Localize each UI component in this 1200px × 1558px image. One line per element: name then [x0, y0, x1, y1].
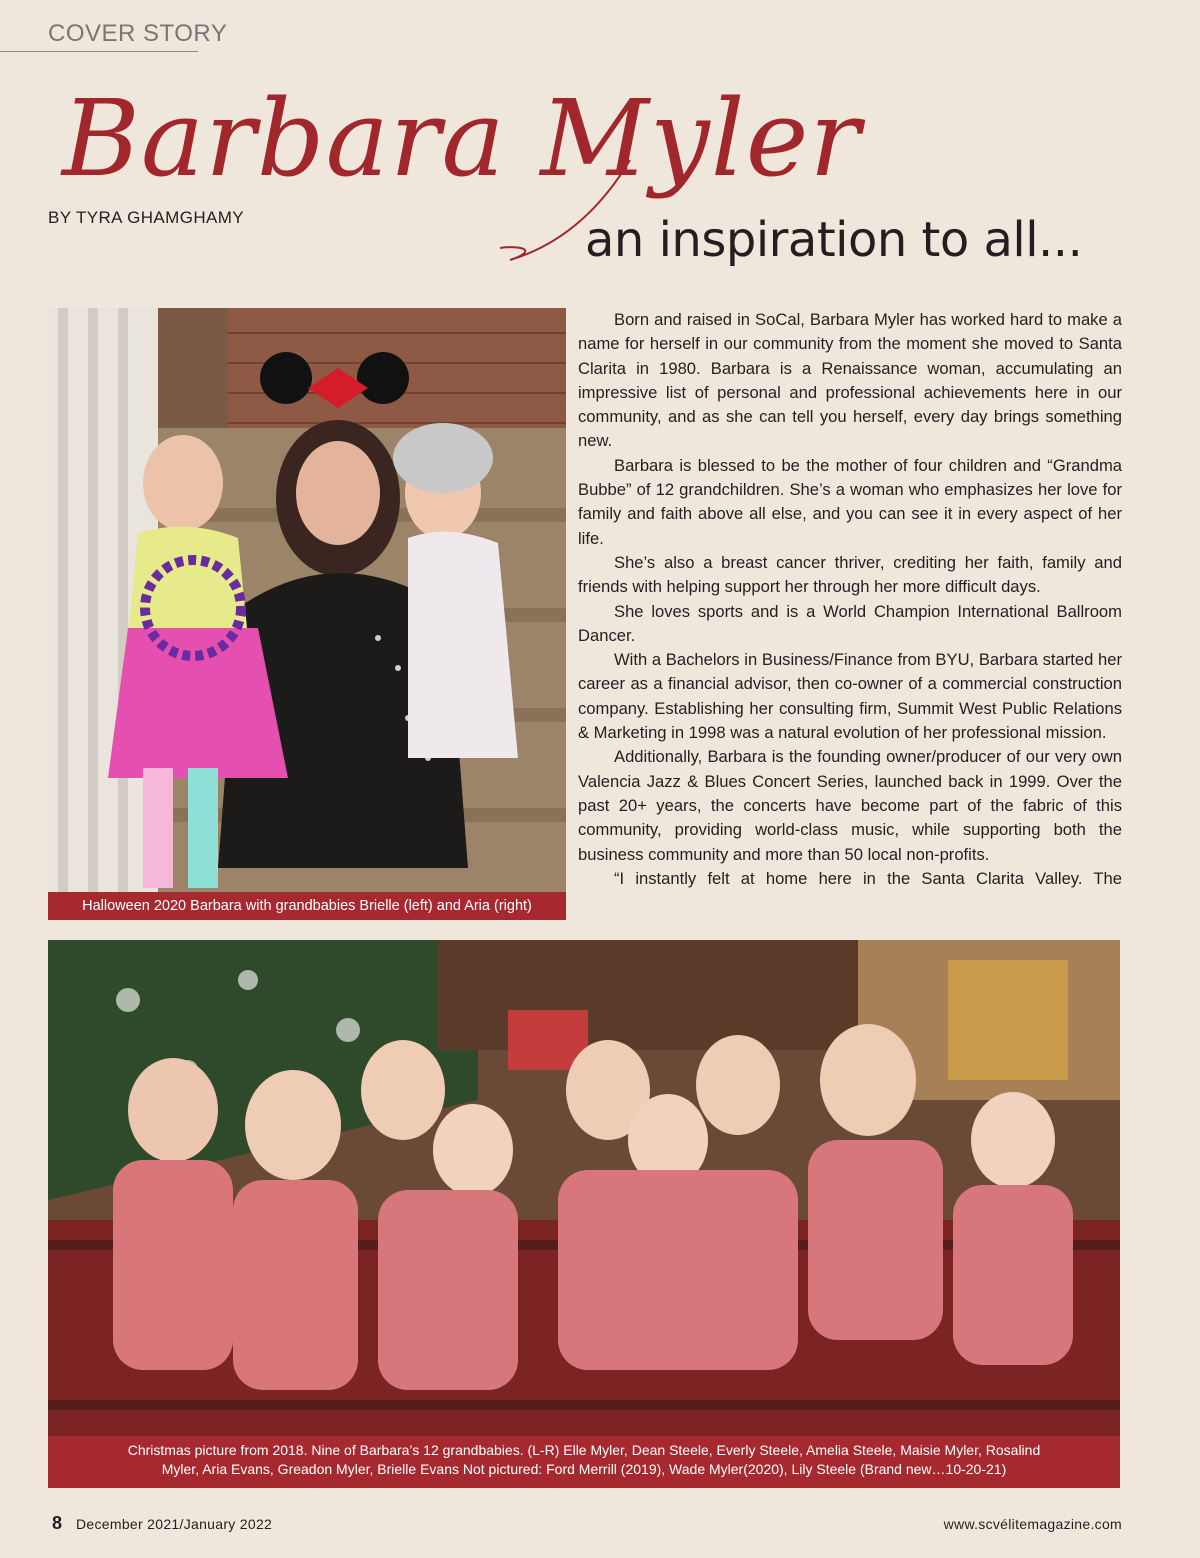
- article-title: Barbara Myler: [62, 77, 862, 200]
- article-subtitle: an inspiration to all...: [585, 212, 1083, 268]
- section-rule: [0, 51, 198, 52]
- halloween-caption: Halloween 2020 Barbara with grandbabies Brielle (left) and Aria (right): [48, 892, 566, 920]
- byline: BY TYRA GHAMGHAMY: [48, 208, 245, 227]
- section-label: COVER STORY: [48, 20, 228, 47]
- article-paragraph: She loves sports and is a World Champion International Ballroom Dancer.: [578, 601, 1122, 645]
- halloween-photo: [48, 308, 566, 920]
- page-number: 8: [52, 1513, 63, 1533]
- article-paragraph: She’s also a breast cancer thriver, crediting her faith, family and friends with helping support her through her more difficult days.: [578, 552, 1122, 597]
- article-paragraph: Additionally, Barbara is the founding owner/producer of our very own Valencia Jazz & Blues Concert Series, launched back in 1999. Over the past 20+ years, the concerts have become part of the fabric of this community, providing world-class music, while supporting both the business community and more than 50 local non-profits.: [578, 747, 1122, 864]
- article-paragraph: Born and raised in SoCal, Barbara Myler has worked hard to make a name for herself in our community from the moment she moved to Santa Clarita in 1980. Barbara is a Renaissance woman, accumulating an impressive list of personal and professional achievements here in our community, and as she can tell you herself, every day brings something new.: [578, 310, 1122, 451]
- article-paragraph: With a Bachelors in Business/Finance from BYU, Barbara started her career as a financial advisor, then co-owner of a commercial construction company. Establishing her consulting firm, Summit West Public Relations & Marketing in 1998 was a natural evolution of her professional mission.: [578, 650, 1122, 743]
- issue-date: December 2021/January 2022: [76, 1516, 273, 1532]
- christmas-caption-line2: Myler, Aria Evans, Greadon Myler, Brielle Evans Not pictured: Ford Merrill (2019), Wade Myler(2020), Lily Steele (Brand new…10-20-21): [161, 1461, 1007, 1477]
- magazine-url: www.scvélitemagazine.com: [943, 1516, 1122, 1532]
- christmas-caption-line1: Christmas picture from 2018. Nine of Barbara’s 12 grandbabies. (L-R) Elle Myler, Dean Steele, Everly Steele, Amelia Steele, Maisie Myler, Rosalind: [127, 1442, 1041, 1458]
- article-body: [578, 308, 1122, 891]
- christmas-caption: [48, 1436, 1120, 1488]
- article-paragraph: “I instantly felt at home here in the Santa Clarita Valley. The: [614, 868, 1122, 888]
- christmas-photo: [48, 940, 1120, 1470]
- article-paragraph: Barbara is blessed to be the mother of four children and “Grandma Bubbe” of 12 grandchildren. She’s a woman who emphasizes her love for family and faith above all else, and you can see it in every aspect of her life.: [578, 455, 1122, 548]
